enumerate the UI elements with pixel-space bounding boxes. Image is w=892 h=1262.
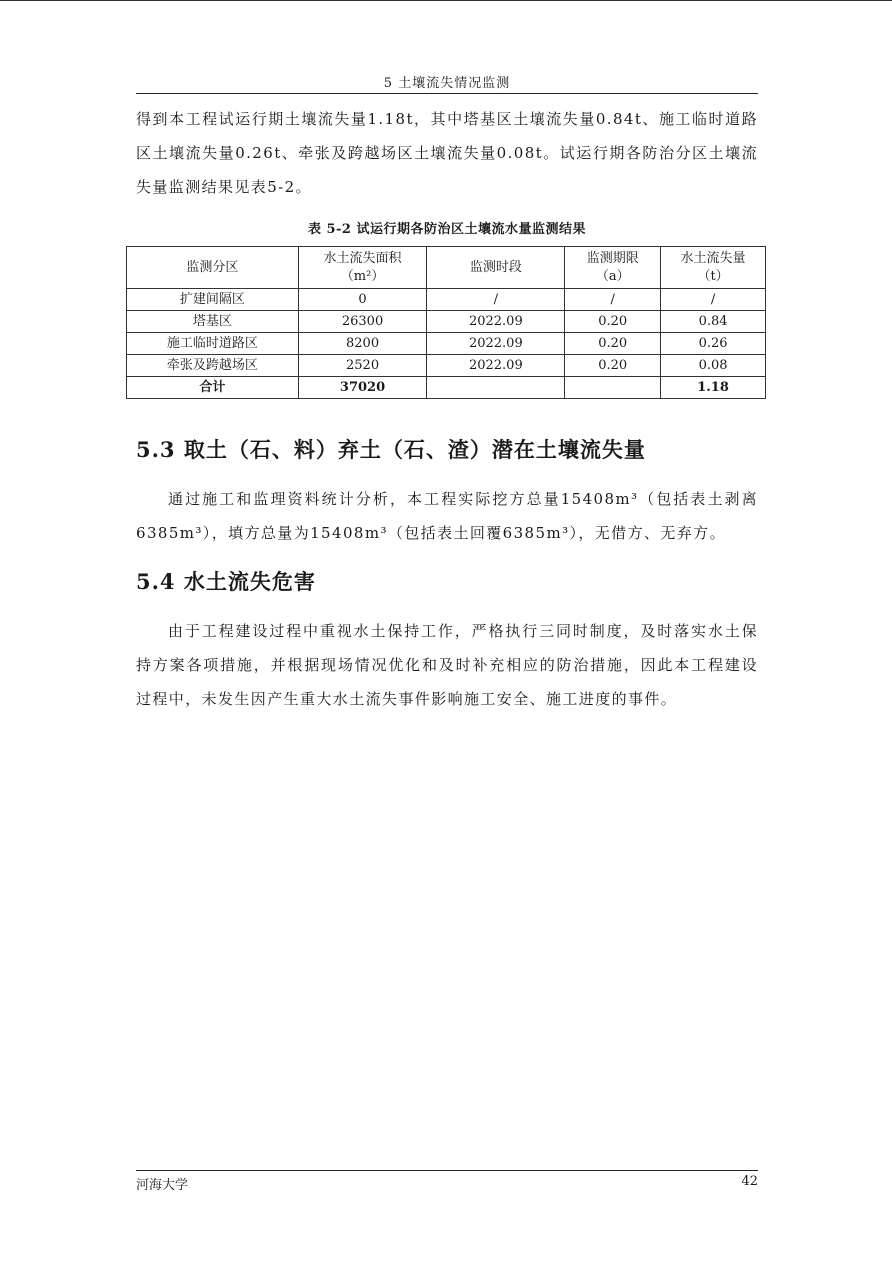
cell-period: 2022.09 [427,355,565,377]
section-5-3-body: 通过施工和监理资料统计分析，本工程实际挖方总量15408m³（包括表土剥离6385m³），填方总量为15408m³（包括表土回覆6385m³），无借方、无弃方。 [136,490,758,542]
section-5-3-heading: 5.3 取土（石、料）弃土（石、渣）潜在土壤流失量 [136,437,646,462]
header-rule [136,93,758,94]
page-top-border [0,0,892,1]
running-header: 5 土壤流失情况监测 [383,76,511,91]
col-header-period: 监测时段 [427,247,565,289]
cell-duration: 0.20 [565,333,661,355]
cell-duration: 0.20 [565,311,661,333]
total-amount: 1.18 [661,377,766,399]
cell-zone: 扩建间隔区 [127,289,299,311]
total-period [427,377,565,399]
cell-duration: / [565,289,661,311]
table-header-row [127,247,766,289]
cell-amount: 0.08 [661,355,766,377]
table-row [127,289,766,311]
cell-area: 8200 [298,333,427,355]
table-row [127,333,766,355]
footer-institution: 河海大学 [136,1178,189,1193]
table-row [127,355,766,377]
cell-period: 2022.09 [427,311,565,333]
table-caption: 表 5-2 试运行期各防治区土壤流水量监测结果 [307,222,587,237]
cell-zone: 牵张及跨越场区 [127,355,299,377]
cell-amount: 0.26 [661,333,766,355]
cell-area: 0 [298,289,427,311]
cell-zone: 施工临时道路区 [127,333,299,355]
cell-duration: 0.20 [565,355,661,377]
monitoring-results-table [126,246,766,399]
cell-area: 26300 [298,311,427,333]
col-header-amount: 水土流失量 （t） [661,247,766,289]
col-header-area: 水土流失面积 （m²） [298,247,427,289]
section-5-4-body: 由于工程建设过程中重视水土保持工作，严格执行三同时制度，及时落实水土保持方案各项措施，并根据现场情况优化和及时补充相应的防治措施，因此本工程建设过程中，未发生因产生重大水土流失事件影响施工安全、施工进度的事件。 [136,622,758,708]
col-header-duration: 监测期限 （a） [565,247,661,289]
footer-rule [136,1170,758,1171]
intro-paragraph: 得到本工程试运行期土壤流失量1.18t，其中塔基区土壤流失量0.84t、施工临时道路区土壤流失量0.26t、牵张及跨越场区土壤流失量0.08t。试运行期各防治分区土壤流失量监测结果见表5-2。 [136,110,758,196]
total-label: 合计 [127,377,299,399]
page-number: 42 [741,1174,758,1189]
cell-period: / [427,289,565,311]
total-duration [565,377,661,399]
section-5-4-heading: 5.4 水土流失危害 [136,569,316,594]
cell-area: 2520 [298,355,427,377]
total-area: 37020 [298,377,427,399]
table-total-row [127,377,766,399]
cell-zone: 塔基区 [127,311,299,333]
col-header-zone: 监测分区 [127,247,299,289]
table-row [127,311,766,333]
cell-period: 2022.09 [427,333,565,355]
cell-amount: 0.84 [661,311,766,333]
cell-amount: / [661,289,766,311]
